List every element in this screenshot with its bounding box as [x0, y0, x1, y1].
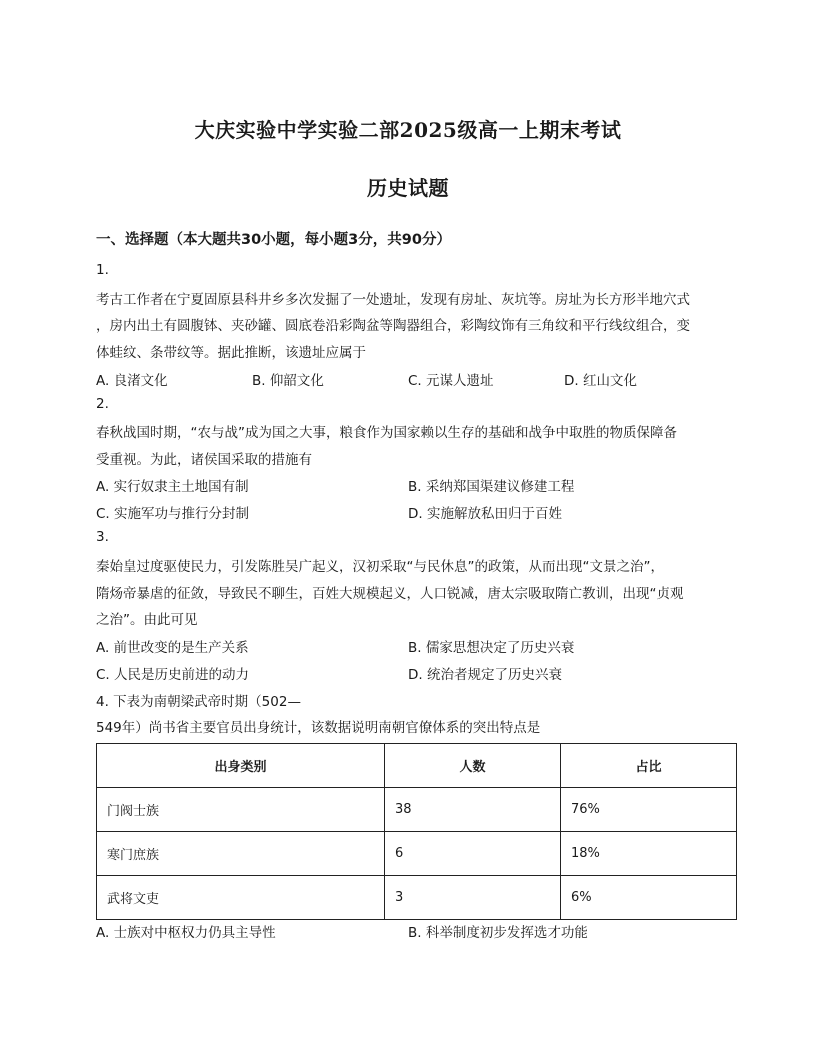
- official-origin-table: [96, 743, 737, 920]
- question-1-stem-line-1: 考古工作者在宁夏固原县科井乡多次发掘了一处遗址，发现有房址、灰坑等。房址为长方形半地穴式: [96, 292, 690, 308]
- table-cell: 6%: [561, 876, 737, 920]
- exam-title: 大庆实验中学实验二部2025级高一上期末考试: [194, 118, 622, 142]
- table-cell: 门阀士族: [97, 788, 385, 832]
- table-header-cell: 人数: [385, 744, 561, 788]
- table-cell: 3: [385, 876, 561, 920]
- question-2-stem-line-1: 春秋战国时期，“农与战”成为国之大事，粮食作为国家赖以生存的基础和战争中取胜的物质保障备: [96, 425, 677, 441]
- section-heading: 一、选择题（本大题共30小题，每小题3分，共90分）: [96, 232, 451, 248]
- question-3-number: 3.: [96, 529, 109, 545]
- question-1-option-c[interactable]: C. 元谋人遗址: [408, 373, 494, 389]
- question-3-option-a[interactable]: A. 前世改变的是生产关系: [96, 640, 249, 656]
- question-3-option-d[interactable]: D. 统治者规定了历史兴衰: [408, 667, 562, 683]
- question-3-stem-line-2: 隋炀帝暴虐的征敛，导致民不聊生，百姓大规模起义，人口锐减，唐太宗吸取隋亡教训，出现“贞观: [96, 586, 684, 602]
- table-cell: 武将文吏: [97, 876, 385, 920]
- question-1-stem-line-3: 体蛙纹、条带纹等。据此推断，该遗址应属于: [96, 345, 366, 361]
- table-row: [97, 832, 737, 876]
- question-3-option-b[interactable]: B. 儒家思想决定了历史兴衰: [408, 640, 575, 656]
- question-2-number: 2.: [96, 396, 109, 412]
- question-2-option-c[interactable]: C. 实施军功与推行分封制: [96, 506, 250, 522]
- question-3-option-c[interactable]: C. 人民是历史前进的动力: [96, 667, 250, 683]
- table-row: [97, 788, 737, 832]
- question-3-stem-line-3: 之治”。由此可见: [96, 612, 198, 628]
- table-cell: 寒门庶族: [97, 832, 385, 876]
- table-cell: 6: [385, 832, 561, 876]
- question-4-option-a[interactable]: A. 士族对中枢权力仍具主导性: [96, 925, 276, 941]
- question-1-option-a[interactable]: A. 良渚文化: [96, 373, 168, 389]
- question-1-option-d[interactable]: D. 红山文化: [564, 373, 637, 389]
- table-header-cell: 占比: [561, 744, 737, 788]
- subject-title: 历史试题: [367, 176, 449, 200]
- table-cell: 18%: [561, 832, 737, 876]
- question-4-stem-line-1: 4. 下表为南朝梁武帝时期（502—: [96, 694, 301, 710]
- question-2-stem-line-2: 受重视。为此，诸侯国采取的措施有: [96, 452, 312, 468]
- question-4-option-b[interactable]: B. 科举制度初步发挥选才功能: [408, 925, 588, 941]
- table-cell: 38: [385, 788, 561, 832]
- question-2-option-b[interactable]: B. 采纳郑国渠建议修建工程: [408, 479, 575, 495]
- question-3-stem-line-1: 秦始皇过度驱使民力，引发陈胜吴广起义，汉初采取“与民休息”的政策，从而出现“文景之治”，: [96, 559, 664, 575]
- question-2-option-d[interactable]: D. 实施解放私田归于百姓: [408, 506, 562, 522]
- question-4-stem-line-2: 549年）尚书省主要官员出身统计，该数据说明南朝官僚体系的突出特点是: [96, 720, 541, 736]
- question-1-option-b[interactable]: B. 仰韶文化: [252, 373, 324, 389]
- table-row: [97, 876, 737, 920]
- question-1-stem-line-2: ，房内出土有圆腹钵、夹砂罐、圆底卷沿彩陶盆等陶器组合，彩陶纹饰有三角纹和平行线纹组合，变: [96, 318, 690, 334]
- question-2-option-a[interactable]: A. 实行奴隶主土地国有制: [96, 479, 249, 495]
- table-cell: 76%: [561, 788, 737, 832]
- table-header-cell: 出身类别: [97, 744, 385, 788]
- question-1-number: 1.: [96, 262, 109, 278]
- table-header-row: [97, 744, 737, 788]
